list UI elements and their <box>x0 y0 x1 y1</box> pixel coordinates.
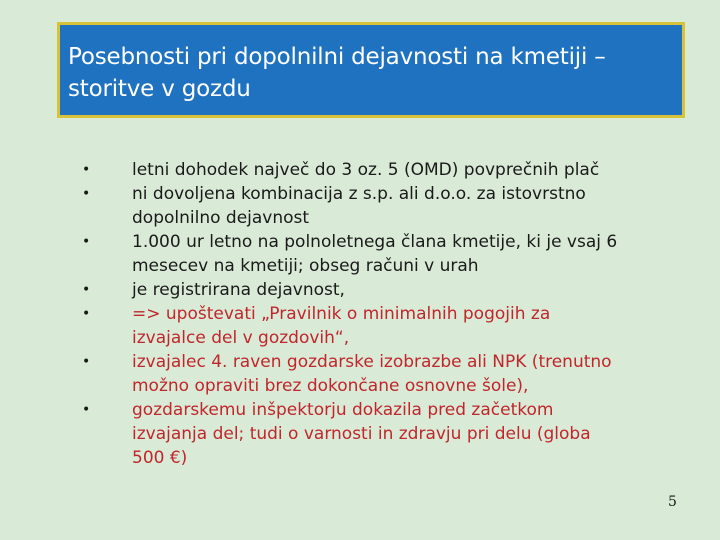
bullet-text-line: ni dovoljena kombinacija z s.p. ali d.o.o. za istovrstno <box>132 184 586 204</box>
bullet-text-line: 500 €) <box>132 448 188 468</box>
bullet-text-line: dopolnilno dejavnost <box>132 208 310 228</box>
bullet-item <box>82 278 642 302</box>
bullet-marker: • <box>82 186 91 202</box>
bullet-marker: • <box>82 354 91 370</box>
bullet-text-line: => upoštevati „Pravilnik o minimalnih pogojih za <box>132 304 551 324</box>
bullet-text-line: gozdarskemu inšpektorju dokazila pred začetkom <box>132 400 554 420</box>
bullet-text-line: izvajanja del; tudi o varnosti in zdravju pri delu (globa <box>132 424 591 444</box>
bullet-item <box>82 350 642 398</box>
bullet-item <box>82 398 642 470</box>
bullet-item <box>82 230 642 278</box>
slide-title-line1: Posebnosti pri dopolnilni dejavnosti na kmetiji – <box>68 44 606 70</box>
bullet-text-line: mesecev na kmetiji; obseg računi v urah <box>132 256 479 276</box>
bullet-item <box>82 158 642 182</box>
bullet-text-line: letni dohodek največ do 3 oz. 5 (OMD) povprečnih plač <box>132 160 600 180</box>
bullet-item <box>82 302 642 350</box>
bullet-text-line: izvajalce del v gozdovih“, <box>132 328 350 348</box>
bullet-text-line: možno opraviti brez dokončane osnovne šole), <box>132 376 529 396</box>
bullet-list <box>82 158 642 470</box>
bullet-marker: • <box>82 282 91 298</box>
bullet-text-line: je registrirana dejavnost, <box>132 280 345 300</box>
bullet-marker: • <box>82 162 91 178</box>
title-box <box>57 22 685 118</box>
bullet-marker: • <box>82 234 91 250</box>
page-number: 5 <box>668 494 677 510</box>
slide-title-line2: storitve v gozdu <box>68 76 251 102</box>
bullet-text-line: 1.000 ur letno na polnoletnega člana kmetije, ki je vsaj 6 <box>132 232 618 252</box>
bullet-marker: • <box>82 306 91 322</box>
bullet-text-line: izvajalec 4. raven gozdarske izobrazbe ali NPK (trenutno <box>132 352 612 372</box>
bullet-marker: • <box>82 402 91 418</box>
bullet-item <box>82 182 642 230</box>
